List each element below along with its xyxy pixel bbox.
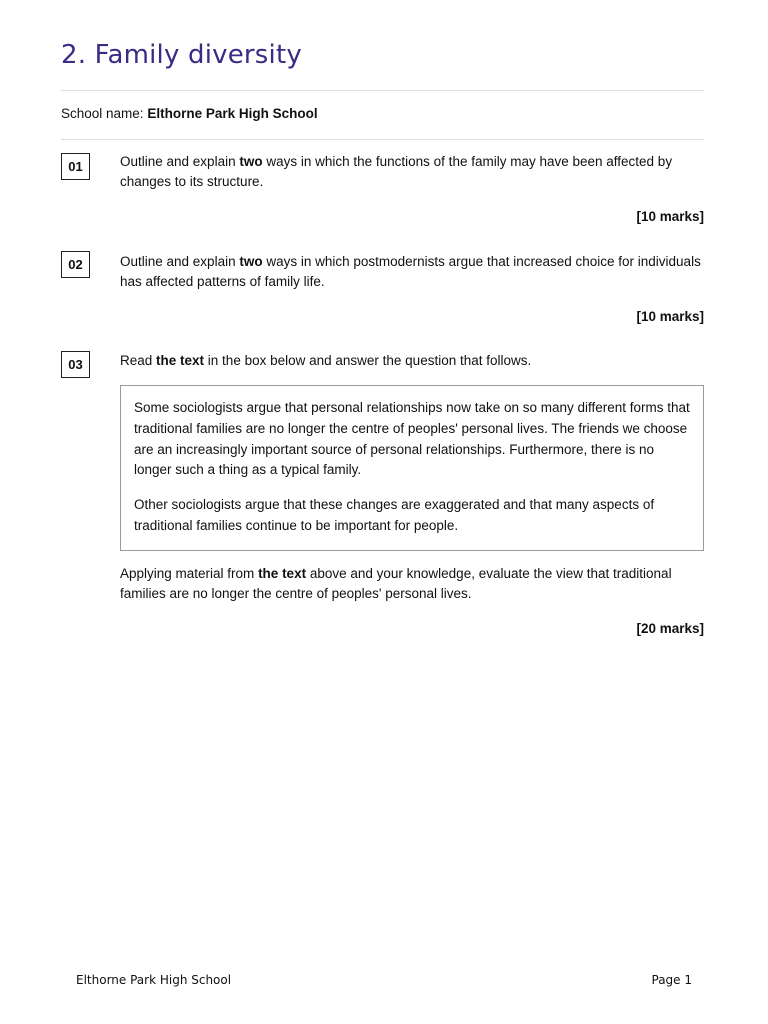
question-text-02 — [120, 252, 704, 292]
divider — [61, 139, 704, 140]
question-text-part: in the box below and answer the question that follows. — [204, 353, 532, 368]
school-name-line — [61, 106, 318, 121]
question-number-03: 03 — [61, 351, 90, 378]
divider — [61, 90, 704, 91]
question-text-part: ways in which postmodernists argue that increased choice for individuals has affected patterns of family life. — [120, 254, 701, 289]
question-intro-03 — [120, 351, 704, 371]
source-paragraph: Some sociologists argue that personal relationships now take on so many different forms that traditional families are no longer the centre of peoples' personal lives. The friends we choose are an increasingly important source of personal relationships. Furthermore, there is no longer such a thing as a typical family. — [134, 400, 690, 478]
footer-page-number: Page 1 — [651, 973, 692, 987]
school-name-label: School name: — [61, 106, 144, 121]
question-text-part: Outline and explain — [120, 154, 240, 169]
question-number-01: 01 — [61, 153, 90, 180]
source-text-box — [120, 385, 704, 551]
footer-school-name: Elthorne Park High School — [76, 973, 232, 987]
marks-01: [10 marks] — [636, 209, 704, 224]
question-text-part: above and your knowledge, evaluate the view that traditional families are no longer the centre of peoples' personal lives. — [120, 566, 672, 601]
question-text-part: Applying material from — [120, 566, 259, 581]
question-number-02: 02 — [61, 251, 90, 278]
question-text-emphasis: two — [239, 154, 263, 169]
question-text-part: Read — [120, 353, 157, 368]
source-paragraph: Other sociologists argue that these changes are exaggerated and that many aspects of traditional families continue to be important for people. — [134, 497, 655, 533]
page-title: 2. Family diversity — [61, 40, 302, 70]
marks-02: [10 marks] — [636, 309, 704, 324]
question-text-03 — [120, 564, 704, 604]
question-text-emphasis: the text — [156, 353, 205, 368]
question-text-part: ways in which the functions of the family may have been affected by changes to its structure. — [120, 154, 673, 189]
school-name-value: Elthorne Park High School — [147, 106, 318, 121]
question-text-emphasis: the text — [258, 566, 307, 581]
question-text-part: Outline and explain — [120, 254, 240, 269]
marks-03: [20 marks] — [636, 621, 704, 636]
question-text-01 — [120, 152, 704, 192]
question-text-emphasis: two — [239, 254, 263, 269]
